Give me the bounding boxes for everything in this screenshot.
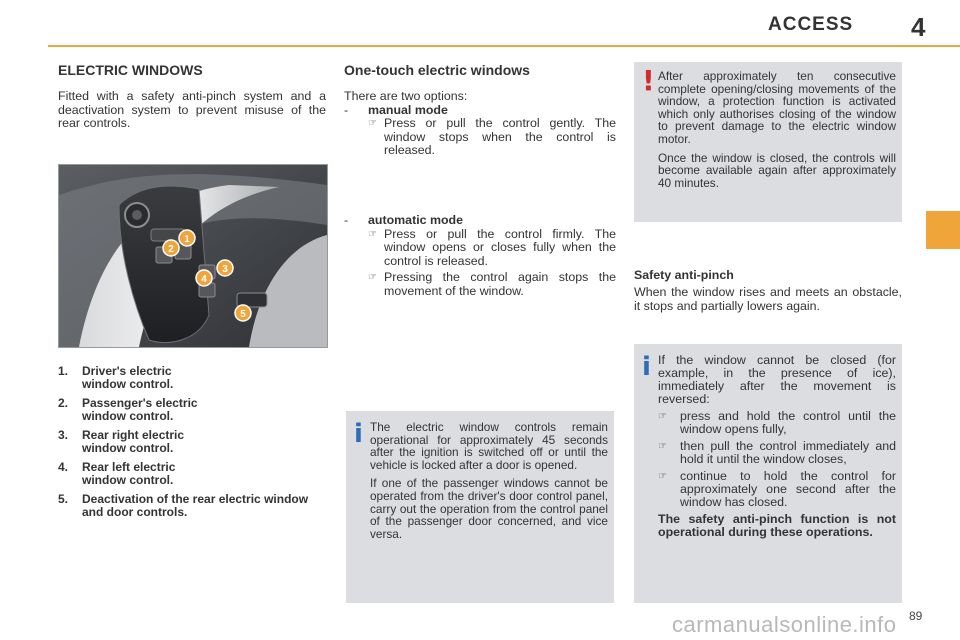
info-text: The electric window controls remain operational for approximately 45 seconds after the ignition is switched off or until the vehicle is locked after a door is opened. <box>370 420 608 472</box>
legend-item: 3. Rear right electric window control. <box>58 428 185 455</box>
info-intro: If the window cannot be closed (for example, in the presence of ice), immediately after the movement is reversed: <box>658 353 896 406</box>
automatic-mode-step: ☞ Pressing the control again stops the movement of the window. <box>368 270 616 298</box>
manual-mode-step: ☞ Press or pull the control gently. The window stops when the control is released. <box>368 116 616 158</box>
legend-item: 4. Rear left electric window control. <box>58 460 176 487</box>
automatic-mode-label: automatic mode <box>368 212 464 227</box>
info-icon: i <box>642 352 651 382</box>
callout-3 <box>217 260 233 276</box>
warning-text: Once the window is closed, the controls will become available again after approximately 40 minutes. <box>658 150 896 190</box>
callout-1 <box>179 230 195 246</box>
callout-4 <box>196 270 212 286</box>
safety-anti-pinch-text: When the window rises and meets an obstacle, it stops and partially lowers again. <box>634 285 902 313</box>
legend-item: 5. Deactivation of the rear electric window and door controls. <box>58 492 309 519</box>
info-box-ice <box>634 344 902 603</box>
pointer-icon: ☞ <box>658 411 667 422</box>
legend-item: 1. Driver's electric window control. <box>58 364 174 391</box>
section-title: ACCESS <box>768 14 854 35</box>
one-touch-content <box>344 90 616 299</box>
pointer-icon: ☞ <box>368 228 377 240</box>
watermark: carmanualsonline.info <box>672 612 897 637</box>
warning-text: After approximately ten consecutive complete opening/closing movements of the window, a protection function is activated which only authorises closing of the window to prevent damage to the electric window motor. <box>658 69 896 146</box>
page-number: 89 <box>909 609 923 623</box>
info-warning: The safety anti-pinch function is not operational during these operations. <box>658 512 896 539</box>
window-controls-photo <box>58 164 328 348</box>
header-rule <box>48 45 960 47</box>
info-step: ☞ press and hold the control until the window opens fully, <box>658 409 896 436</box>
options-intro: There are two options: <box>344 89 468 103</box>
automatic-mode-step: ☞ Press or pull the control firmly. The window opens or closes fully when the control is released. <box>368 226 616 268</box>
info-icon: i <box>354 419 363 449</box>
pointer-icon: ☞ <box>658 471 667 482</box>
safety-anti-pinch-heading: Safety anti-pinch <box>634 268 734 282</box>
pointer-icon: ☞ <box>368 272 377 284</box>
callout-2 <box>163 240 179 256</box>
legend-item: 2. Passenger's electric window control. <box>58 396 198 423</box>
manual-mode-label: manual mode <box>368 102 448 117</box>
svg-text:2: 2 <box>168 244 174 255</box>
chapter-tab[interactable] <box>926 211 960 249</box>
warning-icon: ! <box>642 64 655 97</box>
svg-text:4: 4 <box>201 274 207 285</box>
info-step: ☞ then pull the control immediately and hold it until the window closes, <box>658 439 896 466</box>
warning-box <box>634 62 902 222</box>
manual-mode-row: - manual mode <box>344 102 448 117</box>
one-touch-heading: One-touch electric windows <box>344 62 530 78</box>
electric-windows-heading: ELECTRIC WINDOWS <box>58 62 203 78</box>
pointer-icon: ☞ <box>368 118 377 130</box>
svg-text:5: 5 <box>240 309 246 320</box>
info-text: If one of the passenger windows cannot be operated from the driver's door control panel, carry out the operation from the control panel of the passenger door concerned, and vice versa. <box>370 476 608 541</box>
electric-windows-intro: Fitted with a safety anti-pinch system and a deactivation system to prevent misuse of the rear controls. <box>58 89 326 131</box>
svg-text:1: 1 <box>184 234 190 245</box>
info-step: ☞ continue to hold the control for approximately one second after the window has closed. <box>658 469 896 509</box>
chapter-number: 4 <box>911 12 926 42</box>
controls-legend <box>58 365 328 525</box>
pointer-icon: ☞ <box>658 441 667 452</box>
automatic-mode-row: - automatic mode <box>344 212 464 227</box>
info-box-timeout <box>346 411 614 603</box>
svg-text:3: 3 <box>222 264 228 275</box>
callout-5 <box>235 305 251 321</box>
